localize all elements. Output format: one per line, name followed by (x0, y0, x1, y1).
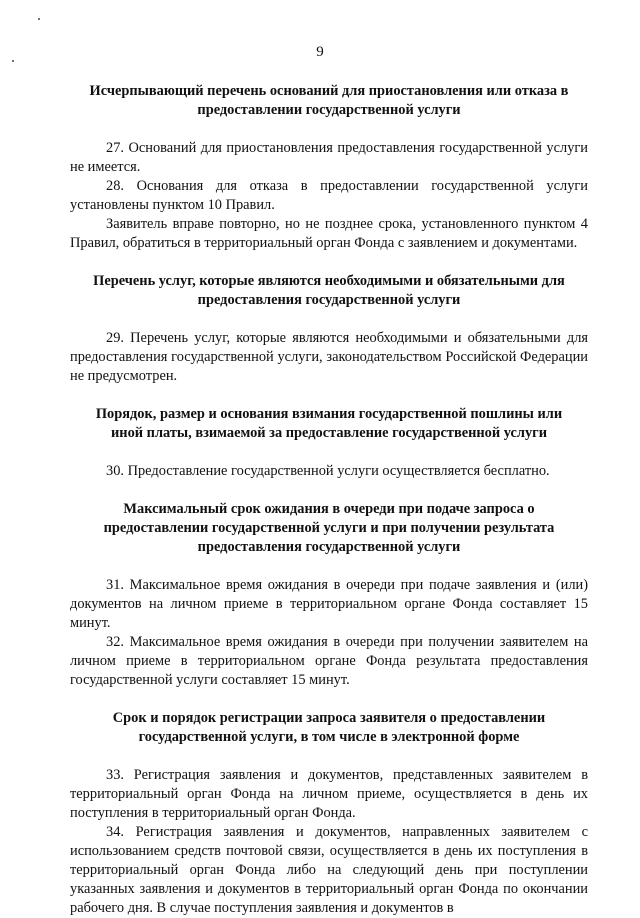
paragraph: 33. Регистрация заявления и документов, представленных заявителем в территориальный орган Фонда на личном приеме, осуществляется в день их поступления в территориальный орган Фонда. (70, 767, 588, 821)
scan-speck (38, 18, 40, 20)
paragraph: 28. Основания для отказа в предоставлении государственной услуги установлены пунктом 10 Правил. (70, 178, 588, 213)
paragraph: Заявитель вправе повторно, но не позднее срока, установленного пунктом 4 Правил, обратиться в территориальный орган Фонда с заявлением и документами. (70, 216, 588, 251)
paragraph: 34. Регистрация заявления и документов, направленных заявителем с использованием средств почтовой связи, осуществляется в день их поступления в территориальный орган Фонда либо на следующий день при поступлении указанных заявления и документов в территориальный орган Фонда по окончании рабочего дня. В случае поступления заявления и документов в (70, 824, 588, 916)
section (70, 500, 588, 690)
paragraph: 32. Максимальное время ожидания в очереди при получении заявителем на личном приеме в территориальном органе Фонда результата предоставления государственной услуги составляет 15 минут. (70, 634, 588, 688)
paragraph: 30. Предоставление государственной услуги осуществляется бесплатно. (106, 463, 550, 479)
section-heading: Порядок, размер и основания взимания государственной пошлины или иной платы, взимаемой за предоставление государственной услуги (95, 406, 563, 441)
paragraph: 29. Перечень услуг, которые являются необходимыми и обязательными для предоставления государственной услуги, законодательством Российской Федерации не предусмотрен. (70, 330, 588, 384)
section-heading: Исчерпывающий перечень оснований для приостановления или отказа в предоставлении государственной услуги (89, 83, 569, 118)
page-number: 9 (316, 44, 324, 60)
section-heading: Перечень услуг, которые являются необходимыми и обязательными для предоставления государственной услуги (93, 273, 565, 308)
paragraph: 27. Оснований для приостановления предоставления государственной услуги не имеется. (70, 140, 588, 175)
document-body (70, 82, 588, 918)
section (70, 272, 588, 386)
section-heading: Максимальный срок ожидания в очереди при подаче запроса о предоставлении государственной услуги и при получении результата предоставления государственной услуги (103, 501, 555, 555)
section-heading: Срок и порядок регистрации запроса заявителя о предоставлении государственной услуги, в том числе в электронной форме (112, 710, 546, 745)
section (70, 405, 588, 481)
paragraph: 31. Максимальное время ожидания в очереди при подаче заявления и (или) документов на личном приеме в территориальном органе Фонда составляет 15 минут. (70, 577, 588, 631)
section (70, 82, 588, 253)
section (70, 709, 588, 918)
